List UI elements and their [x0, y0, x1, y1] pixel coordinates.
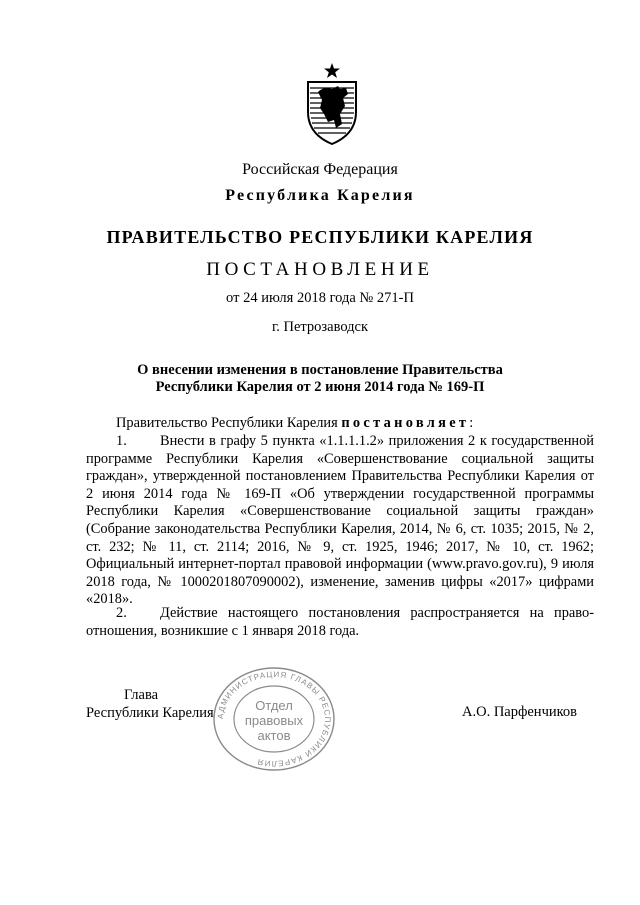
stamp-line-2: правовых [244, 713, 304, 728]
decree-word: постановляет [341, 415, 470, 431]
karelia-coat-of-arms-icon [302, 62, 362, 146]
official-stamp [212, 666, 336, 772]
signatory-title [86, 686, 214, 722]
republic-name: Республика Карелия [225, 187, 415, 204]
signatory-title-line-1: Глава [124, 687, 159, 703]
city: г. Петрозаводск [271, 319, 369, 335]
intro-line [86, 415, 594, 433]
country-name: Российская Федерация [242, 161, 398, 178]
item-text: Внести в графу 5 пункта «1.1.1.1.2» приложения 2 к государственной программе Республики Карелия «Совершенствование социальной защиты граждан», утвержденной постановлением Правительства Республики Карелия от 2 июня 2014 года № 169-П «Об утверждении государственной программы Республики Карелия «Совершенствование социальной защиты граждан» (Собрание законодательства Республики Карелия, 2014, № 6, ст. 1035; 2015, № 2, ст. 232; № 11, ст. 2114; 2016, № 9, ст. 1925, 1946; 2017, № 10, ст. 1962; Официальный интернет-портал правовой информации (www.pravo.gov.ru), 9 июля 2018 года, № 1000201807090002), изменение, заменив цифры «2017» цифрами «2018». [86, 433, 594, 608]
stamp-line-1: Отдел [255, 698, 293, 713]
intro-end: : [469, 415, 474, 431]
item-text: Действие настоящего постановления распространяется на право-отношения, возникшие с 1 января 2018 года. [86, 605, 594, 639]
paragraph-1 [86, 433, 594, 609]
item-number: 1. [116, 433, 127, 449]
document-type: ПОСТАНОВЛЕНИЕ [206, 259, 434, 280]
date-number-line: от 24 июля 2018 года № 271-П [226, 290, 414, 306]
subject-line-2: Республики Карелия от 2 июня 2014 года № 169-П [155, 379, 485, 395]
signatory-name: А.О. Парфенчиков [462, 704, 578, 720]
intro-text: Правительство Республики Карелия [116, 415, 342, 431]
signatory-title-line-2: Республики Карелия [86, 705, 214, 721]
item-number: 2. [116, 605, 127, 621]
paragraph-2 [86, 605, 594, 640]
government-title: ПРАВИТЕЛЬСТВО РЕСПУБЛИКИ КАРЕЛИЯ [106, 227, 534, 247]
stamp-ring-text: АДМИНИСТРАЦИЯ ГЛАВЫ РЕСПУБЛИКИ КАРЕЛИЯ [215, 669, 333, 769]
stamp-line-3: актов [257, 728, 291, 743]
subject-line-1: О внесении изменения в постановление Правительства [137, 362, 503, 378]
